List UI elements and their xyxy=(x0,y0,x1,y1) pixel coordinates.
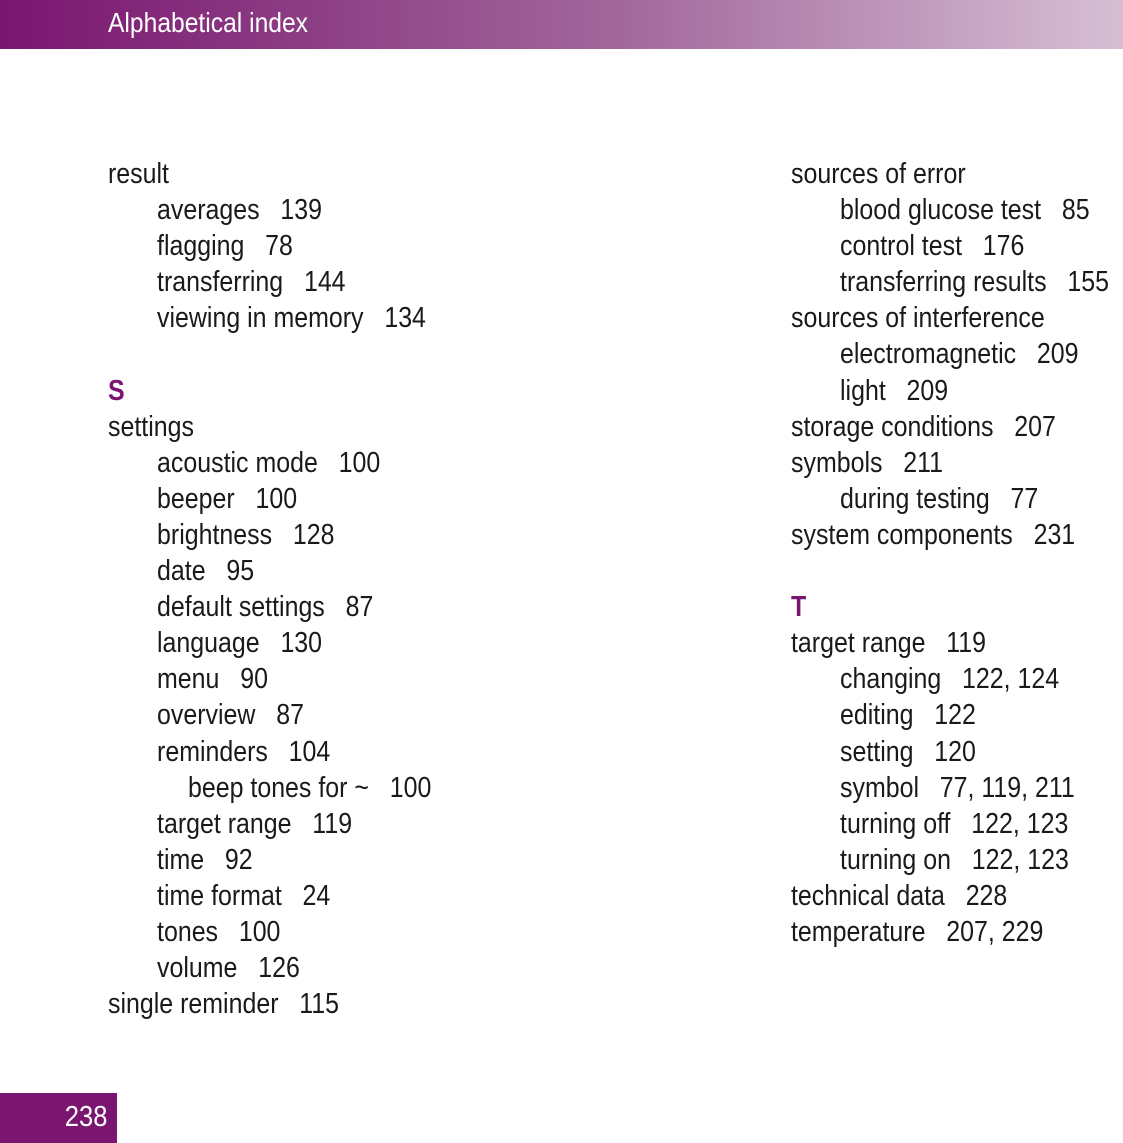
index-subentry: control test 176 xyxy=(840,230,1025,263)
header-bar xyxy=(0,0,1123,49)
index-subentry: electromagnetic 209 xyxy=(840,338,1079,371)
index-subentry: setting 120 xyxy=(840,735,976,768)
index-subsubentry: beep tones for ~ 100 xyxy=(187,771,432,804)
index-entry: system components 231 xyxy=(791,518,1076,551)
index-subentry: blood glucose test 85 xyxy=(840,194,1090,227)
index-subentry: language 130 xyxy=(157,627,323,660)
index-column-right xyxy=(791,156,1123,950)
index-subentry: brightness 128 xyxy=(157,518,335,551)
index-entry: sources of interference xyxy=(791,302,1045,335)
index-subentry: turning on 122, 123 xyxy=(840,843,1069,876)
index-subentry: editing 122 xyxy=(840,699,976,732)
index-subentry: viewing in memory 134 xyxy=(157,302,426,335)
index-subentry: light 209 xyxy=(840,374,949,407)
index-subentry: transferring 144 xyxy=(157,266,346,299)
index-letter-heading: T xyxy=(791,591,807,624)
index-subentry: tones 100 xyxy=(157,915,281,948)
index-subentry: overview 87 xyxy=(157,699,304,732)
index-subentry: changing 122, 124 xyxy=(840,663,1060,696)
index-subentry: time 92 xyxy=(157,843,253,876)
index-subentry: symbol 77, 119, 211 xyxy=(840,771,1075,804)
index-entry: single reminder 115 xyxy=(108,988,340,1021)
index-subentry: acoustic mode 100 xyxy=(157,446,381,479)
index-subentry: time format 24 xyxy=(157,879,331,912)
index-spacer xyxy=(108,336,484,372)
index-entry: technical data 228 xyxy=(791,879,1008,912)
index-spacer xyxy=(791,553,1123,589)
index-subentry: date 95 xyxy=(157,555,255,588)
index-entry: result xyxy=(108,158,169,190)
index-entry: settings xyxy=(108,410,194,443)
index-entry: target range 119 xyxy=(791,627,987,660)
index-entry: temperature 207, 229 xyxy=(791,915,1044,948)
index-subentry: default settings 87 xyxy=(157,591,374,624)
page-number-box xyxy=(0,1093,117,1143)
index-subentry: turning off 122, 123 xyxy=(840,807,1069,840)
index-letter-heading: S xyxy=(108,374,125,407)
index-subentry: reminders 104 xyxy=(157,735,331,768)
index-subentry: transferring results 155 xyxy=(840,266,1109,299)
index-subentry: menu 90 xyxy=(157,663,268,696)
index-subentry: flagging 78 xyxy=(157,230,293,263)
index-subentry: target range 119 xyxy=(157,807,353,840)
index-subentry: averages 139 xyxy=(157,194,323,227)
page-number: 238 xyxy=(64,1101,107,1133)
index-subentry: during testing 77 xyxy=(840,482,1039,515)
index-subentry: volume 126 xyxy=(157,952,300,985)
index-column-left xyxy=(108,156,484,1022)
index-entry: symbols 211 xyxy=(791,446,944,479)
index-entry: sources of error xyxy=(791,158,966,190)
page-title: Alphabetical index xyxy=(108,7,309,38)
index-entry: storage conditions 207 xyxy=(791,410,1056,443)
index-subentry: beeper 100 xyxy=(157,482,298,515)
